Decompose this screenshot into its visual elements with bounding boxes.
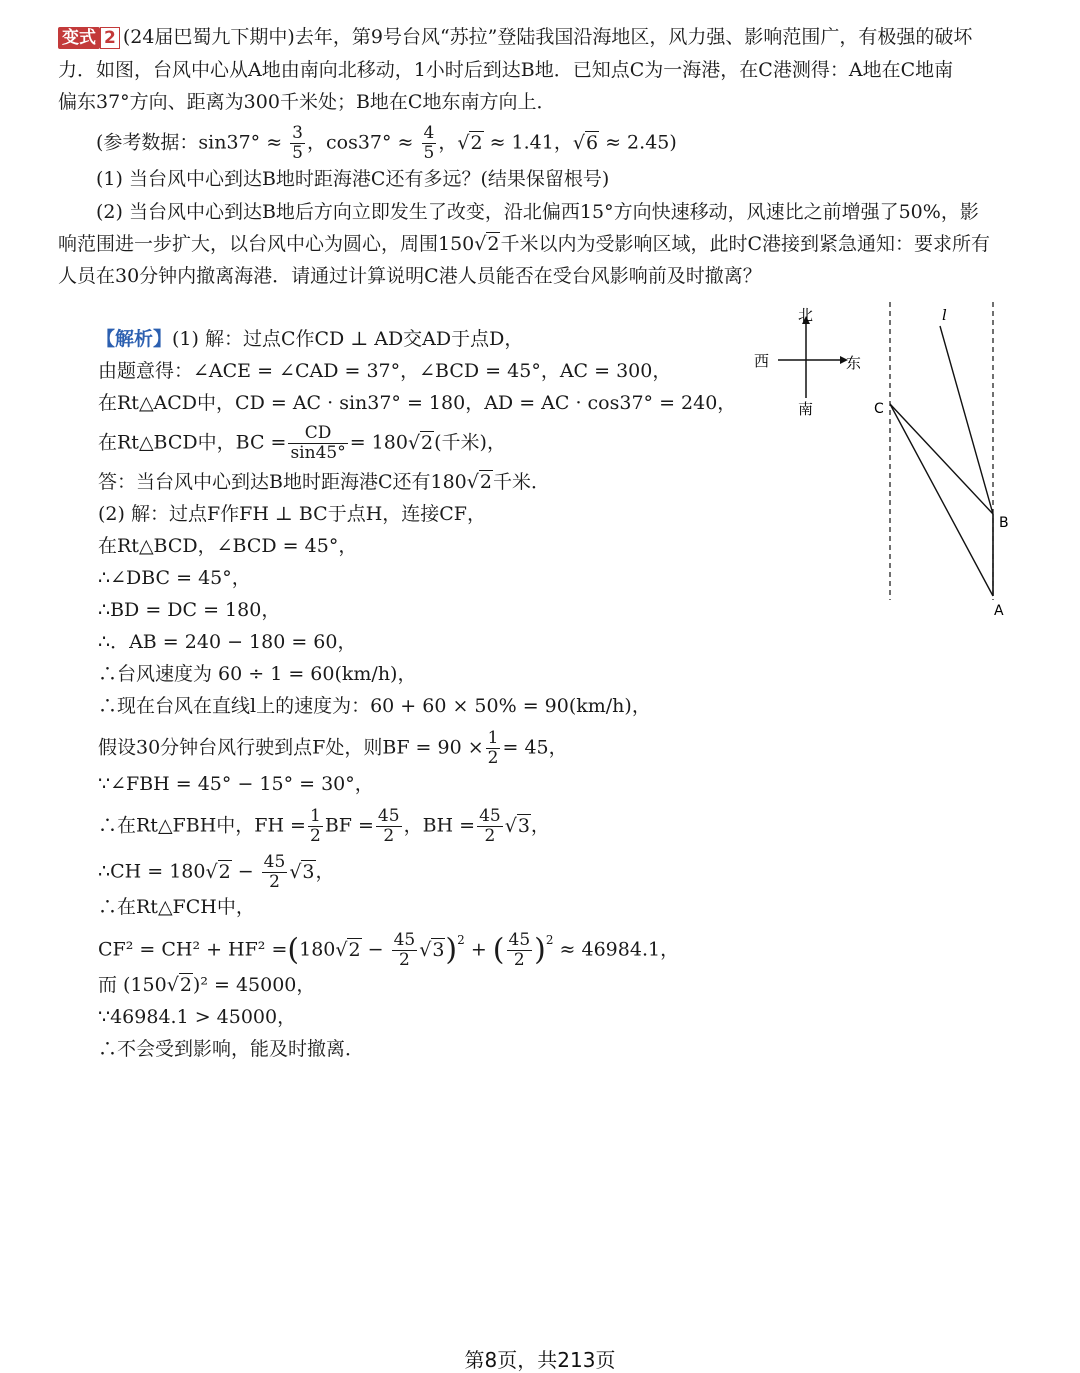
segment-ca xyxy=(890,404,993,596)
solution-line-2: 由题意得：∠ACE = ∠CAD = 37°，∠BCD = 45°，AC = 300， xyxy=(98,360,672,382)
point-c-label: C xyxy=(874,401,884,417)
solution-line-9: ∴BD = DC = 180， xyxy=(98,599,281,621)
ref-mid: ≈ 1.41， xyxy=(483,131,573,154)
point-a-label: A xyxy=(994,603,1004,619)
solution-line-17: ∴在Rt△FCH中， xyxy=(98,896,255,918)
ref-end: ≈ 2.45) xyxy=(599,131,677,154)
fraction-4-5: $\frac{4}{5}$ xyxy=(423,123,435,163)
page-footer: 第8页，共213页 xyxy=(464,1348,616,1372)
solution-line-5: 答：当台风中心到达B地时距海港C还有180√2千米． xyxy=(98,471,550,493)
sqrt-2: √2 xyxy=(457,131,483,154)
compass-west-label: 西 xyxy=(754,352,770,370)
solution-line-3: 在Rt△ACD中，CD = AC · sin37° = 180，AD = AC · cos37° = 240， xyxy=(98,392,737,414)
fraction-3-5: $\frac{3}{5}$ xyxy=(292,123,303,163)
solution-label: 【解析】 xyxy=(96,328,173,350)
solution-line-14: ∵∠FBH = 45° − 15° = 30°， xyxy=(98,773,374,795)
question-1: (1) 当台风中心到达B地时距海港C还有多远？(结果保留根号) xyxy=(96,168,610,190)
solution-line-18: CF² = CH² + HF² =(180√2 − $\frac{45}{2}$ √3)$^2$ + ( $\frac{45}{2}$ )$^2$ ≈ 46984.1， xyxy=(98,930,680,970)
point-b-label: B xyxy=(999,515,1009,531)
reference-data: (参考数据：sin37° ≈ $\frac{3}{5}$ ，cos37° ≈ $\frac{4}{5}$ ，√2 ≈ 1.41，√6 ≈ 2.45) xyxy=(96,123,677,163)
ref-cos: ，cos37° ≈ xyxy=(306,131,420,154)
problem-line-1 xyxy=(58,24,972,50)
question-2b: 响范围进一步扩大，以台风中心为圆心，周围150√2千米以内为受影响区域，此时C港接到紧急通知：要求所有 xyxy=(58,233,991,255)
solution-line-4: 在Rt△BCD中，BC = $\frac{CD}{\sin 45^\circ}$ = 180√2(千米)， xyxy=(98,423,506,463)
ref-label: (参考数据：sin37° ≈ xyxy=(96,131,289,154)
compass-south-label: 南 xyxy=(798,400,814,418)
solution-line-12: ∴现在台风在直线l上的速度为：60 + 60 × 50% = 90(km/h)， xyxy=(98,695,651,717)
problem-source: (24届巴蜀九下期中) xyxy=(122,26,295,48)
solution-line-10: ∴．AB = 240 − 180 = 60， xyxy=(98,631,357,653)
compass-east-label: 东 xyxy=(846,354,862,372)
question-2c: 人员在30分钟内撤离海港．请通过计算说明C港人员能否在受台风影响前及时撤离？ xyxy=(58,265,762,287)
solution-line-20: ∵46984.1 > 45000， xyxy=(98,1006,297,1028)
question-2a: (2) 当台风中心到达B地后方向立即发生了改变，沿北偏西15°方向快速移动，风速比之前增强了50%，影 xyxy=(96,201,979,223)
variant-badge: 变式 xyxy=(58,27,100,49)
solution-line-15: ∴在Rt△FBH中，FH = $\frac{1}{2}$ BF = $\frac{45}{2}$ ，BH = $\frac{45}{2}$ √3， xyxy=(98,806,550,846)
solution-line-21: ∴不会受到影响，能及时撤离． xyxy=(98,1038,365,1060)
solution-line-11: ∴台风速度为 60 ÷ 1 = 60(km/h)， xyxy=(98,663,417,685)
typhoon-diagram xyxy=(740,298,1030,628)
solution-line-8: ∴∠DBC = 45°， xyxy=(98,567,251,589)
solution-line-19: 而 (150√2)² = 45000， xyxy=(98,974,316,996)
problem-line-3: 偏东37°方向、距离为300千米处；B地在C地东南方向上． xyxy=(58,91,556,113)
variant-number: 2 xyxy=(100,27,120,49)
solution-line-13: 假设30分钟台风行驶到点F处，则BF = 90 × $\frac{1}{2}$ = 45， xyxy=(98,728,568,768)
solution-line-1: 【解析】(1) 解：过点C作CD ⊥ AD交AD于点D， xyxy=(96,328,524,350)
problem-line-2: 力．如图，台风中心从A地由南向北移动，1小时后到达B地．已知点C为一海港，在C港测得：A地在C地南 xyxy=(58,59,954,81)
solution-line-6: (2) 解：过点F作FH ⊥ BC于点H，连接CF， xyxy=(98,503,486,525)
solution-line-16: ∴CH = 180√2 − $\frac{45}{2}$ √3， xyxy=(98,852,335,892)
problem-text: 去年，第9号台风“苏拉”登陆我国沿海地区，风力强、影响范围广，有极强的破坏 xyxy=(294,26,973,48)
compass-north-label: 北 xyxy=(798,306,814,324)
line-l-label: l xyxy=(942,306,947,324)
sqrt-6: √6 xyxy=(572,131,599,154)
solution-line-7: 在Rt△BCD，∠BCD = 45°， xyxy=(98,535,358,557)
